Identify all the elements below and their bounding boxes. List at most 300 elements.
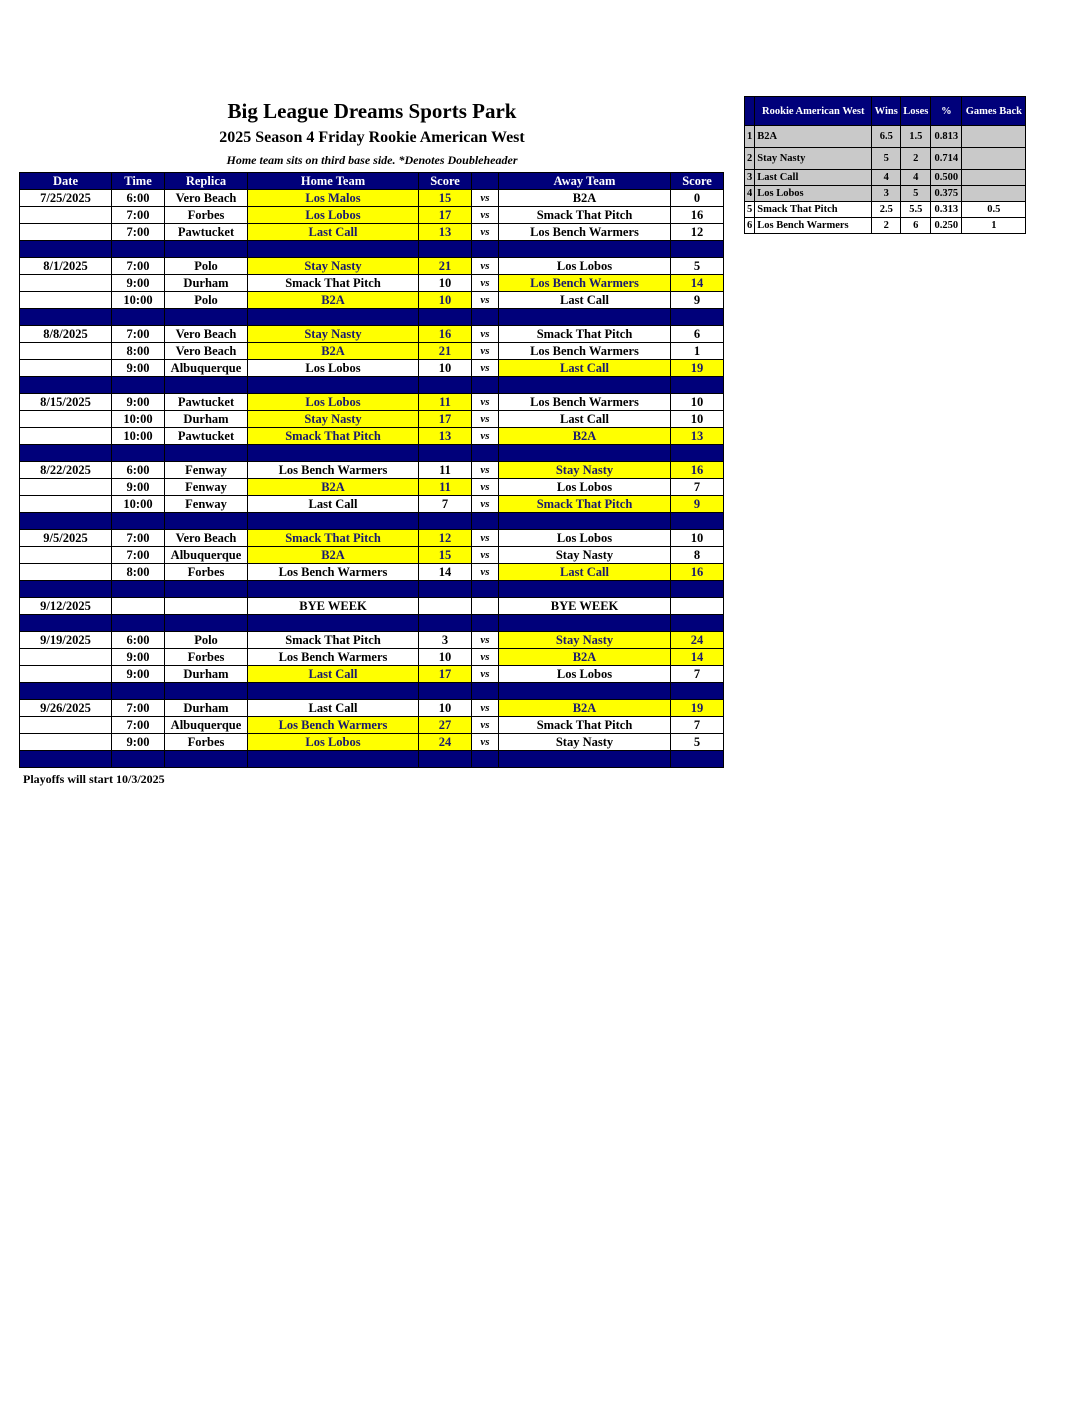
separator-cell <box>165 241 248 258</box>
away-score: 13 <box>671 428 724 445</box>
game-date: 9/5/2025 <box>20 530 112 547</box>
standings-row <box>745 186 1026 202</box>
home-score: 15 <box>419 190 472 207</box>
vs-label: vs <box>472 360 499 377</box>
col-header-away-score: Score <box>671 173 724 190</box>
vs-label: vs <box>472 275 499 292</box>
home-score: 10 <box>419 360 472 377</box>
separator-cell <box>419 309 472 326</box>
game-date <box>20 428 112 445</box>
separator-cell <box>671 581 724 598</box>
game-time: 9:00 <box>112 275 165 292</box>
game-time: 7:00 <box>112 326 165 343</box>
home-score: 27 <box>419 717 472 734</box>
standing-loses: 5.5 <box>901 202 931 218</box>
separator-cell <box>499 513 671 530</box>
vs-label: vs <box>472 632 499 649</box>
separator-cell <box>671 751 724 768</box>
standing-wins: 2 <box>872 218 901 234</box>
home-score: 11 <box>419 394 472 411</box>
away-team: Los Lobos <box>499 530 671 547</box>
separator-cell <box>419 377 472 394</box>
standing-wins: 2.5 <box>872 202 901 218</box>
game-replica: Fenway <box>165 462 248 479</box>
standings-header-wins: Wins <box>872 97 901 126</box>
separator-cell <box>499 309 671 326</box>
away-team: B2A <box>499 190 671 207</box>
away-score: 16 <box>671 564 724 581</box>
separator-cell <box>112 309 165 326</box>
standing-games-back <box>962 126 1026 148</box>
away-score: 16 <box>671 207 724 224</box>
home-score: 10 <box>419 275 472 292</box>
separator-cell <box>472 683 499 700</box>
standing-pct: 0.250 <box>931 218 962 234</box>
away-team: B2A <box>499 428 671 445</box>
separator-cell <box>112 241 165 258</box>
game-time: 8:00 <box>112 343 165 360</box>
separator-cell <box>671 241 724 258</box>
separator-cell <box>419 445 472 462</box>
game-date <box>20 411 112 428</box>
game-time: 6:00 <box>112 190 165 207</box>
vs-label: vs <box>472 343 499 360</box>
separator-cell <box>499 445 671 462</box>
game-date <box>20 496 112 513</box>
vs-label: vs <box>472 649 499 666</box>
week-separator <box>20 615 724 632</box>
game-row <box>20 224 724 241</box>
game-row <box>20 564 724 581</box>
separator-cell <box>165 445 248 462</box>
home-score: 10 <box>419 700 472 717</box>
separator-cell <box>165 513 248 530</box>
game-time: 7:00 <box>112 258 165 275</box>
home-score: 16 <box>419 326 472 343</box>
separator-cell <box>20 683 112 700</box>
home-team: Los Lobos <box>248 734 419 751</box>
away-score: 10 <box>671 411 724 428</box>
separator-cell <box>671 683 724 700</box>
away-team: Los Lobos <box>499 666 671 683</box>
game-time <box>112 598 165 615</box>
game-replica: Vero Beach <box>165 190 248 207</box>
game-time: 6:00 <box>112 462 165 479</box>
game-row <box>20 547 724 564</box>
game-row <box>20 530 724 547</box>
separator-cell <box>20 513 112 530</box>
separator-cell <box>248 309 419 326</box>
game-row <box>20 666 724 683</box>
home-team: Stay Nasty <box>248 326 419 343</box>
away-team: Los Bench Warmers <box>499 394 671 411</box>
home-team: Smack That Pitch <box>248 428 419 445</box>
page-title: Big League Dreams Sports Park <box>227 99 517 123</box>
separator-cell <box>248 751 419 768</box>
standings-header-rank <box>745 97 755 126</box>
separator-cell <box>165 615 248 632</box>
away-score: 16 <box>671 462 724 479</box>
vs-label: vs <box>472 292 499 309</box>
standing-loses: 2 <box>901 148 931 170</box>
game-replica: Pawtucket <box>165 394 248 411</box>
standing-team: Los Bench Warmers <box>755 218 872 234</box>
game-time: 9:00 <box>112 479 165 496</box>
away-score: 7 <box>671 479 724 496</box>
game-date: 8/1/2025 <box>20 258 112 275</box>
home-score <box>419 598 472 615</box>
away-score: 8 <box>671 547 724 564</box>
separator-cell <box>248 581 419 598</box>
game-replica: Vero Beach <box>165 326 248 343</box>
standing-games-back <box>962 170 1026 186</box>
standings-table <box>744 96 1026 234</box>
away-team: Los Bench Warmers <box>499 343 671 360</box>
bye-away-label: BYE WEEK <box>499 598 671 615</box>
away-score: 14 <box>671 275 724 292</box>
away-team: Last Call <box>499 292 671 309</box>
separator-cell <box>472 751 499 768</box>
standing-pct: 0.375 <box>931 186 962 202</box>
standing-loses: 1.5 <box>901 126 931 148</box>
standing-team: Stay Nasty <box>755 148 872 170</box>
separator-cell <box>165 581 248 598</box>
separator-cell <box>419 581 472 598</box>
separator-cell <box>472 581 499 598</box>
away-team: Los Lobos <box>499 479 671 496</box>
home-score: 12 <box>419 530 472 547</box>
home-team: B2A <box>248 343 419 360</box>
away-team: B2A <box>499 649 671 666</box>
separator-cell <box>248 377 419 394</box>
standing-wins: 6.5 <box>872 126 901 148</box>
standing-team: B2A <box>755 126 872 148</box>
separator-cell <box>499 615 671 632</box>
game-time: 9:00 <box>112 394 165 411</box>
game-date: 9/26/2025 <box>20 700 112 717</box>
game-row <box>20 190 724 207</box>
home-score: 15 <box>419 547 472 564</box>
home-team: Smack That Pitch <box>248 632 419 649</box>
home-score: 21 <box>419 258 472 275</box>
week-separator <box>20 751 724 768</box>
separator-cell <box>419 615 472 632</box>
standing-games-back: 0.5 <box>962 202 1026 218</box>
game-row <box>20 700 724 717</box>
game-replica: Fenway <box>165 496 248 513</box>
away-team: Los Bench Warmers <box>499 224 671 241</box>
game-row <box>20 428 724 445</box>
game-replica: Forbes <box>165 649 248 666</box>
game-replica: Albuquerque <box>165 717 248 734</box>
away-score: 0 <box>671 190 724 207</box>
away-score: 14 <box>671 649 724 666</box>
home-score: 11 <box>419 462 472 479</box>
standing-team: Last Call <box>755 170 872 186</box>
week-separator <box>20 309 724 326</box>
game-time: 9:00 <box>112 649 165 666</box>
game-row <box>20 258 724 275</box>
game-replica: Durham <box>165 666 248 683</box>
standing-rank: 3 <box>745 170 755 186</box>
home-score: 17 <box>419 411 472 428</box>
away-team: Smack That Pitch <box>499 207 671 224</box>
separator-cell <box>671 445 724 462</box>
game-row <box>20 734 724 751</box>
separator-cell <box>20 309 112 326</box>
standing-wins: 5 <box>872 148 901 170</box>
home-team: Smack That Pitch <box>248 275 419 292</box>
standing-loses: 5 <box>901 186 931 202</box>
game-row <box>20 496 724 513</box>
vs-label: vs <box>472 666 499 683</box>
away-team: Smack That Pitch <box>499 717 671 734</box>
game-row <box>20 717 724 734</box>
standing-pct: 0.500 <box>931 170 962 186</box>
home-team: Los Bench Warmers <box>248 564 419 581</box>
col-header-away-team: Away Team <box>499 173 671 190</box>
home-team: Last Call <box>248 700 419 717</box>
standing-loses: 6 <box>901 218 931 234</box>
game-date <box>20 360 112 377</box>
standings-header-division: Rookie American West <box>755 97 872 126</box>
game-time: 7:00 <box>112 700 165 717</box>
game-date: 8/8/2025 <box>20 326 112 343</box>
away-score <box>671 598 724 615</box>
standing-pct: 0.714 <box>931 148 962 170</box>
game-time: 7:00 <box>112 530 165 547</box>
game-row <box>20 479 724 496</box>
standing-games-back: 1 <box>962 218 1026 234</box>
separator-cell <box>165 309 248 326</box>
game-time: 7:00 <box>112 717 165 734</box>
separator-cell <box>499 751 671 768</box>
game-replica <box>165 598 248 615</box>
home-team: Smack That Pitch <box>248 530 419 547</box>
home-team: Los Bench Warmers <box>248 462 419 479</box>
vs-label: vs <box>472 479 499 496</box>
game-row <box>20 360 724 377</box>
separator-cell <box>472 309 499 326</box>
page-note: Home team sits on third base side. *Denotes Doubleheader <box>226 153 518 167</box>
playoffs-note: Playoffs will start 10/3/2025 <box>23 772 165 786</box>
separator-cell <box>499 581 671 598</box>
home-score: 13 <box>419 428 472 445</box>
game-date <box>20 224 112 241</box>
away-score: 24 <box>671 632 724 649</box>
game-date <box>20 343 112 360</box>
home-score: 14 <box>419 564 472 581</box>
vs-label: vs <box>472 411 499 428</box>
separator-cell <box>419 751 472 768</box>
home-team: Los Malos <box>248 190 419 207</box>
game-time: 7:00 <box>112 224 165 241</box>
game-replica: Albuquerque <box>165 547 248 564</box>
home-score: 10 <box>419 649 472 666</box>
game-date <box>20 666 112 683</box>
separator-cell <box>112 445 165 462</box>
separator-cell <box>20 751 112 768</box>
standing-games-back <box>962 148 1026 170</box>
game-replica: Polo <box>165 292 248 309</box>
game-date: 8/15/2025 <box>20 394 112 411</box>
separator-cell <box>472 513 499 530</box>
separator-cell <box>419 683 472 700</box>
game-date: 9/12/2025 <box>20 598 112 615</box>
col-header-time: Time <box>112 173 165 190</box>
vs-label: vs <box>472 547 499 564</box>
separator-cell <box>20 615 112 632</box>
home-team: Stay Nasty <box>248 411 419 428</box>
separator-cell <box>472 445 499 462</box>
separator-cell <box>112 615 165 632</box>
separator-cell <box>165 683 248 700</box>
separator-cell <box>499 377 671 394</box>
game-replica: Fenway <box>165 479 248 496</box>
game-date <box>20 292 112 309</box>
col-header-home-score: Score <box>419 173 472 190</box>
game-row <box>20 649 724 666</box>
vs-label: vs <box>472 734 499 751</box>
game-time: 10:00 <box>112 411 165 428</box>
week-separator <box>20 445 724 462</box>
col-header-date: Date <box>20 173 112 190</box>
game-replica: Forbes <box>165 564 248 581</box>
separator-cell <box>20 445 112 462</box>
game-date <box>20 207 112 224</box>
game-date <box>20 734 112 751</box>
game-date <box>20 564 112 581</box>
separator-cell <box>472 241 499 258</box>
week-separator <box>20 241 724 258</box>
home-team: B2A <box>248 292 419 309</box>
away-score: 7 <box>671 717 724 734</box>
separator-cell <box>112 581 165 598</box>
game-row <box>20 632 724 649</box>
away-team: Last Call <box>499 564 671 581</box>
vs-label: vs <box>472 564 499 581</box>
game-replica: Polo <box>165 258 248 275</box>
game-replica: Polo <box>165 632 248 649</box>
game-replica: Forbes <box>165 207 248 224</box>
standings-row <box>745 148 1026 170</box>
game-replica: Albuquerque <box>165 360 248 377</box>
separator-cell <box>671 615 724 632</box>
separator-cell <box>20 377 112 394</box>
home-score: 3 <box>419 632 472 649</box>
separator-cell <box>112 751 165 768</box>
vs-label: vs <box>472 700 499 717</box>
separator-cell <box>20 241 112 258</box>
separator-cell <box>248 683 419 700</box>
standings-row <box>745 202 1026 218</box>
separator-cell <box>671 513 724 530</box>
vs-label: vs <box>472 258 499 275</box>
game-time: 10:00 <box>112 428 165 445</box>
separator-cell <box>248 513 419 530</box>
standings-row <box>745 218 1026 234</box>
separator-cell <box>499 241 671 258</box>
away-team: Stay Nasty <box>499 462 671 479</box>
away-team: Last Call <box>499 360 671 377</box>
standing-rank: 4 <box>745 186 755 202</box>
game-row <box>20 326 724 343</box>
away-score: 10 <box>671 394 724 411</box>
col-header-replica: Replica <box>165 173 248 190</box>
away-team: Last Call <box>499 411 671 428</box>
separator-cell <box>248 445 419 462</box>
game-date <box>20 717 112 734</box>
game-replica: Pawtucket <box>165 224 248 241</box>
home-team: Last Call <box>248 224 419 241</box>
standing-games-back <box>962 186 1026 202</box>
separator-cell <box>419 241 472 258</box>
home-team: Los Bench Warmers <box>248 717 419 734</box>
standings-header-row <box>745 97 1026 126</box>
away-score: 19 <box>671 360 724 377</box>
vs-label: vs <box>472 717 499 734</box>
week-separator <box>20 377 724 394</box>
standing-pct: 0.313 <box>931 202 962 218</box>
schedule-table <box>19 172 724 768</box>
separator-cell <box>112 377 165 394</box>
home-score: 17 <box>419 207 472 224</box>
game-time: 9:00 <box>112 734 165 751</box>
bye-week-row <box>20 598 724 615</box>
game-date: 8/22/2025 <box>20 462 112 479</box>
game-row <box>20 462 724 479</box>
standing-team: Los Lobos <box>755 186 872 202</box>
vs-label: vs <box>472 428 499 445</box>
home-score: 21 <box>419 343 472 360</box>
game-date <box>20 649 112 666</box>
home-score: 13 <box>419 224 472 241</box>
standing-wins: 3 <box>872 186 901 202</box>
separator-cell <box>112 513 165 530</box>
standings-header-games-back: Games Back <box>962 97 1026 126</box>
home-team: Last Call <box>248 666 419 683</box>
game-time: 10:00 <box>112 496 165 513</box>
game-date <box>20 275 112 292</box>
week-separator <box>20 513 724 530</box>
away-score: 7 <box>671 666 724 683</box>
schedule-header-row <box>20 173 724 190</box>
game-time: 7:00 <box>112 207 165 224</box>
home-score: 10 <box>419 292 472 309</box>
away-team: Los Bench Warmers <box>499 275 671 292</box>
home-team: Stay Nasty <box>248 258 419 275</box>
game-time: 9:00 <box>112 666 165 683</box>
vs-cell <box>472 598 499 615</box>
away-team: Stay Nasty <box>499 547 671 564</box>
separator-cell <box>472 615 499 632</box>
standing-rank: 6 <box>745 218 755 234</box>
col-header-vs <box>472 173 499 190</box>
game-date <box>20 547 112 564</box>
week-separator <box>20 683 724 700</box>
away-score: 19 <box>671 700 724 717</box>
separator-cell <box>671 309 724 326</box>
separator-cell <box>165 751 248 768</box>
vs-label: vs <box>472 207 499 224</box>
game-replica: Durham <box>165 411 248 428</box>
vs-label: vs <box>472 190 499 207</box>
away-team: Stay Nasty <box>499 734 671 751</box>
home-team: Los Lobos <box>248 360 419 377</box>
game-row <box>20 292 724 309</box>
col-header-home-team: Home Team <box>248 173 419 190</box>
separator-cell <box>112 683 165 700</box>
